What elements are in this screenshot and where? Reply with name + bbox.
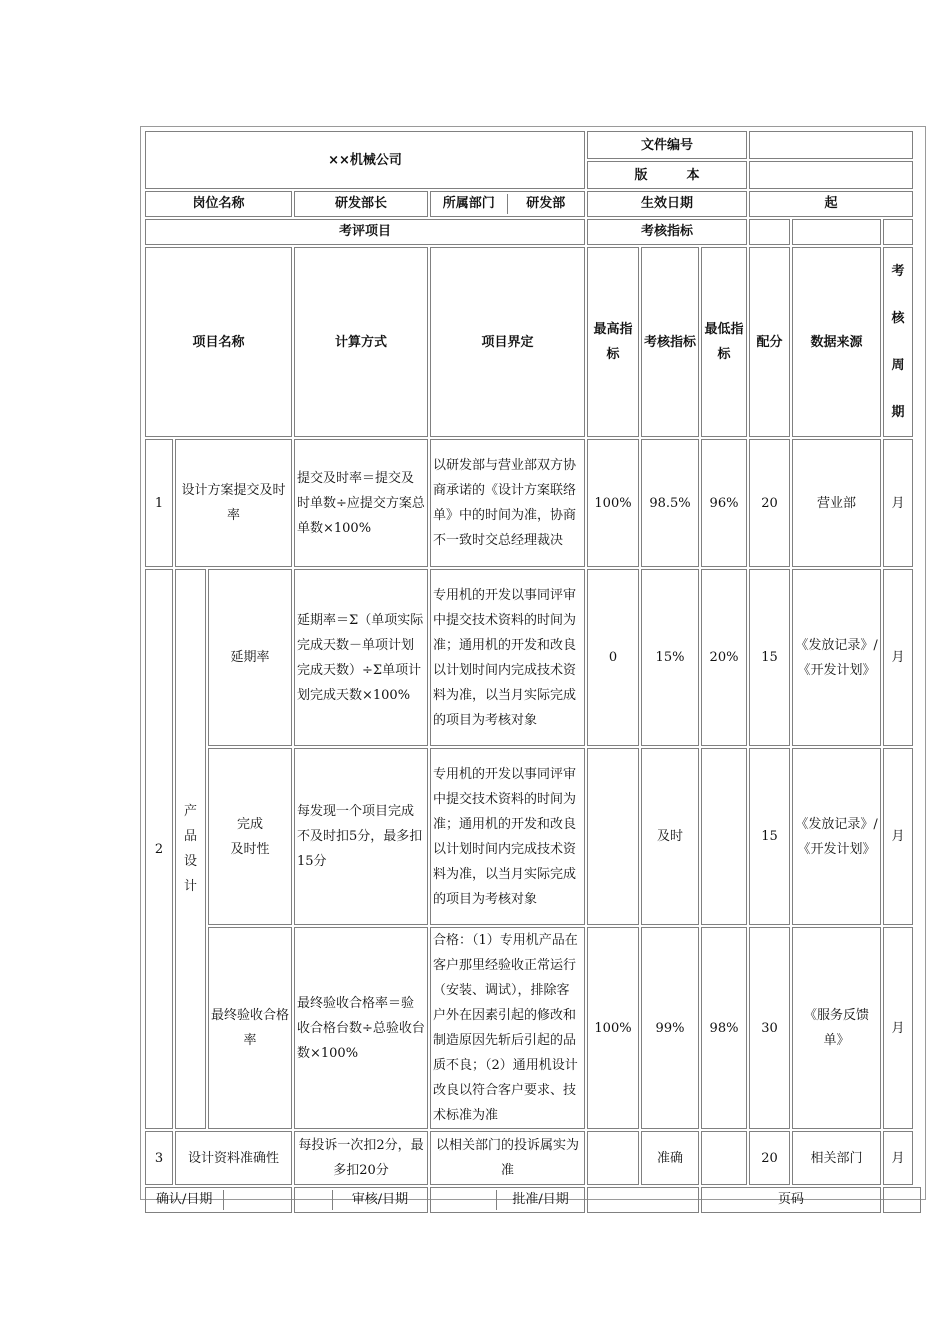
row-name: 最终验收合格率 — [208, 927, 292, 1129]
row-calc: 提交及时率＝提交及时单数÷应提交方案总单数×100% — [294, 439, 428, 567]
row-definition: 专用机的开发以事同评审中提交技术资料的时间为准；通用机的开发和改良以计划时间内完成技术资料为准，以当月实际完成的项目为考核对象 — [430, 748, 585, 925]
confirm-label: 确认/日期 — [146, 1190, 224, 1210]
row-period: 月 — [883, 1131, 913, 1185]
post-label: 岗位名称 — [145, 191, 292, 217]
blank-cell — [295, 1190, 333, 1210]
col-item-name: 项目名称 — [145, 247, 292, 437]
row-target: 99% — [641, 927, 699, 1129]
row-max: 100% — [587, 927, 639, 1129]
row-weight: 20 — [749, 439, 790, 567]
effective-date-value: 起 — [749, 191, 913, 217]
review-label: 审核/日期 — [351, 1192, 409, 1207]
table-row — [145, 748, 921, 925]
effective-date-label: 生效日期 — [587, 191, 747, 217]
row-min: 98% — [701, 927, 747, 1129]
col-max: 最高指标 — [587, 247, 639, 437]
row-no: 3 — [145, 1131, 173, 1185]
row-name: 设计资料准确性 — [175, 1131, 292, 1185]
row-name: 完成 及时性 — [208, 748, 292, 925]
table-row — [145, 927, 921, 1129]
review-value — [431, 1190, 497, 1210]
table-row — [145, 569, 921, 746]
approve-value — [587, 1187, 699, 1213]
col-min: 最低指标 — [701, 247, 747, 437]
col-target: 考核指标 — [641, 247, 699, 437]
row-period: 月 — [883, 439, 913, 567]
assessment-document — [140, 126, 926, 1207]
row-name: 设计方案提交及时率 — [175, 439, 292, 567]
row-weight: 15 — [749, 569, 790, 746]
doc-number-label: 文件编号 — [587, 131, 747, 159]
row-period: 月 — [883, 927, 913, 1129]
row-weight: 15 — [749, 748, 790, 925]
blank-cell — [792, 219, 881, 245]
row-calc: 每投诉一次扣2分，最多扣20分 — [294, 1131, 428, 1185]
col-definition: 项目界定 — [430, 247, 585, 437]
row-target: 98.5% — [641, 439, 699, 567]
col-source: 数据来源 — [792, 247, 881, 437]
row-calc: 每发现一个项目完成不及时扣5分，最多扣15分 — [294, 748, 428, 925]
table-row — [145, 439, 921, 567]
page-label: 页码 — [701, 1187, 881, 1213]
confirm-value — [224, 1190, 292, 1210]
row-no: 1 — [145, 439, 173, 567]
row-period: 月 — [883, 569, 913, 746]
row-source: 《发放记录》/《开发计划》 — [792, 748, 881, 925]
row-weight: 30 — [749, 927, 790, 1129]
row-no: 2 — [145, 569, 173, 1129]
blank-cell — [883, 219, 913, 245]
row-definition: 以研发部与营业部双方协商承诺的《设计方案联络单》中的时间为准，协商不一致时交总经理裁决 — [430, 439, 585, 567]
eval-items-label: 考评项目 — [145, 219, 585, 245]
company-name: ××机械公司 — [145, 131, 585, 189]
col-period: 考核周期 — [883, 247, 913, 437]
row-max: 100% — [587, 439, 639, 567]
row-definition: 以相关部门的投诉属实为准 — [430, 1131, 585, 1185]
row-weight: 20 — [749, 1131, 790, 1185]
col-weight: 配分 — [749, 247, 790, 437]
kpi-table — [143, 129, 923, 1215]
row-min — [701, 1131, 747, 1185]
row-target: 准确 — [641, 1131, 699, 1185]
row-source: 《服务反馈单》 — [792, 927, 881, 1129]
row-definition: 专用机的开发以事同评审中提交技术资料的时间为准；通用机的开发和改良以计划时间内完成技术资料为准，以当月实际完成的项目为考核对象 — [430, 569, 585, 746]
row-target: 15% — [641, 569, 699, 746]
row-name: 延期率 — [208, 569, 292, 746]
col-calc: 计算方式 — [294, 247, 428, 437]
doc-number-value — [749, 131, 913, 159]
dept-value: 研发部 — [526, 196, 566, 211]
page-value — [883, 1187, 921, 1213]
row-definition: 合格：（1）专用机产品在客户那里经验收正常运行（安装、调试），排除客户外在因素引起的修改和制造原因先斩后引起的品质不良；（2）通用机设计改良以符合客户要求、技术标准为准 — [430, 927, 585, 1129]
row-min: 20% — [701, 569, 747, 746]
approve-label: 批准/日期 — [512, 1192, 569, 1207]
blank-cell — [749, 219, 790, 245]
row-max — [587, 1131, 639, 1185]
row-calc: 延期率＝Σ（单项实际完成天数－单项计划完成天数）÷Σ单项计划完成天数×100% — [294, 569, 428, 746]
row-group: 产品设计 — [175, 569, 206, 1129]
row-period: 月 — [883, 748, 913, 925]
version-value — [749, 161, 913, 189]
row-max — [587, 748, 639, 925]
row-target: 及时 — [641, 748, 699, 925]
row-min — [701, 748, 747, 925]
row-source: 营业部 — [792, 439, 881, 567]
row-source: 《发放记录》/《开发计划》 — [792, 569, 881, 746]
row-calc: 最终验收合格率＝验收合格台数÷总验收台数×100% — [294, 927, 428, 1129]
dept-label: 所属部门 — [431, 194, 508, 214]
row-source: 相关部门 — [792, 1131, 881, 1185]
row-max: 0 — [587, 569, 639, 746]
kpi-label: 考核指标 — [587, 219, 747, 245]
table-row — [145, 1131, 921, 1185]
row-min: 96% — [701, 439, 747, 567]
signature-row — [145, 1187, 921, 1213]
post-value: 研发部长 — [294, 191, 428, 217]
version-label: 版 本 — [587, 161, 747, 189]
